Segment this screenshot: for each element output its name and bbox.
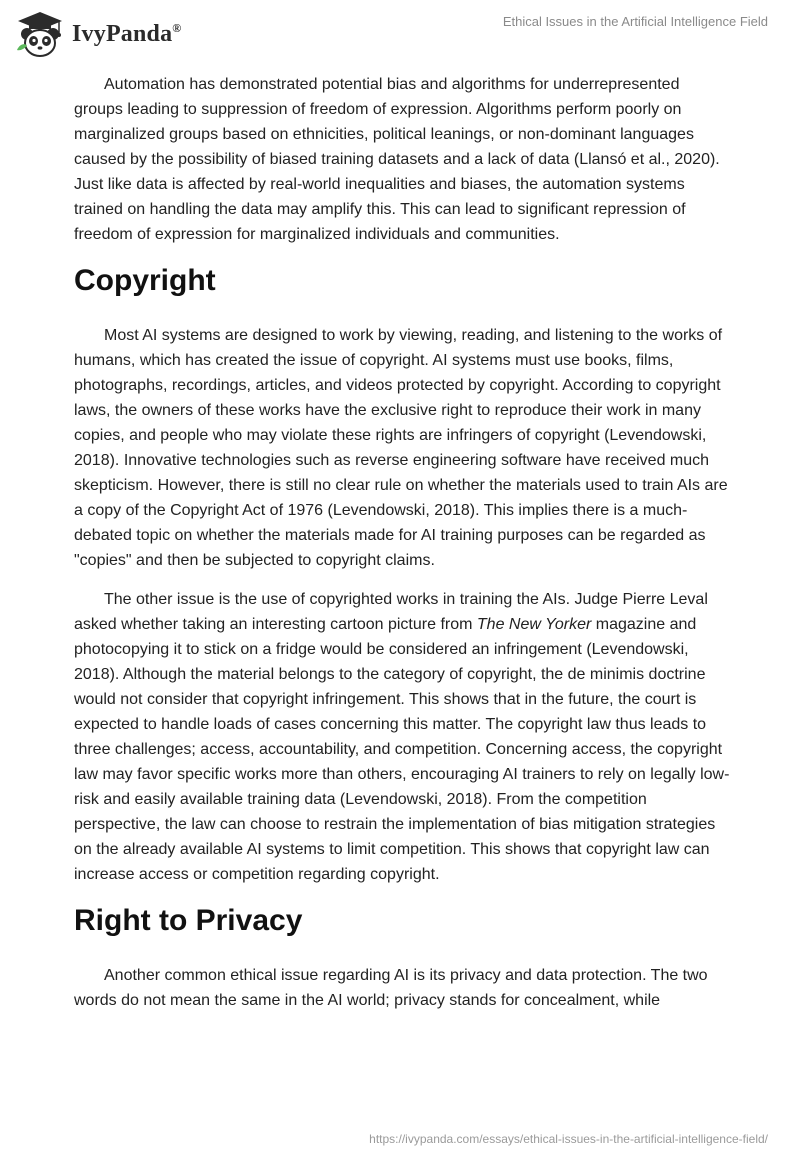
heading-copyright: Copyright	[74, 264, 216, 297]
paragraph-copyright-issue: Most AI systems are designed to work by viewing, reading, and listening to the works of humans, which has created the issue of copyright. AI systems must use books, films, photographs, recordings, articles, and videos protected by copyright. According to copyright laws, the owners of these works have the exclusive right to reproduce their work in many copies, and people who may violate these rights are infringers of copyright (Levendowski, 2018). Innovative technologies such as reverse engineering software have received much skepticism. However, there is still no clear rule on whether the materials used to train AIs are a copy of the Copyright Act of 1976 (Levendowski, 2018). This implies there is a much-debated topic on whether the materials made for AI training purposes can be regarded as "copies" and then be subjected to copyright claims.	[74, 327, 728, 569]
logo-wordmark	[72, 21, 181, 48]
paragraph-text: The other issue is the use of copyrighted works in training the AIs. Judge Pierre Leval asked whether taking an interesting cartoon picture from	[74, 591, 708, 633]
source-url[interactable]: https://ivypanda.com/essays/ethical-issues-in-the-artificial-intelligence-field/	[369, 1132, 768, 1146]
logo-registered-mark: ®	[172, 20, 182, 35]
publication-title: The New Yorker	[476, 616, 592, 633]
paragraph-automation-bias: Automation has demonstrated potential bias and algorithms for underrepresented groups leading to suppression of freedom of expression. Algorithms perform poorly on marginalized groups based on ethnicities, political leanings, or non-dominant languages caused by the possibility of biased training datasets and a lack of data (Llansó et al., 2020). Just like data is affected by real-world inequalities and biases, the automation systems trained on handling the data may amplify this. This can lead to significant repression of freedom of expression for marginalized individuals and communities.	[74, 76, 720, 243]
paragraph-copyright-training	[74, 587, 730, 887]
paragraph-privacy: Another common ethical issue regarding AI is its privacy and data protection. The two words do not mean the same in the AI world; privacy stands for concealment, while	[74, 967, 708, 1009]
page-header	[0, 0, 800, 70]
ivypanda-logo[interactable]	[14, 10, 181, 58]
heading-right-to-privacy: Right to Privacy	[74, 904, 303, 937]
panda-graduate-icon	[14, 10, 66, 58]
logo-name: IvyPanda	[72, 20, 173, 47]
document-title: Ethical Issues in the Artificial Intelligence Field	[502, 14, 768, 29]
paragraph-text: magazine and photocopying it to stick on a fridge would be considered an infringement (Levendowski, 2018). Although the material belongs to the category of copyright, the de minimis doctrine would not consider that copyright infringement. This shows that in the future, the court is expected to handle loads of cases concerning this matter. The copyright law thus leads to three challenges; access, accountability, and competition. Concerning access, the copyright law may favor specific works more than others, encouraging AI trainers to rely on legally low-risk and easily available training data (Levendowski, 2018). From the competition perspective, the law can choose to restrain the implementation of bias mitigation strategies on the already available AI systems to limit competition. This shows that copyright law can increase access or competition regarding copyright.	[74, 616, 730, 883]
essay-content	[74, 72, 730, 1027]
